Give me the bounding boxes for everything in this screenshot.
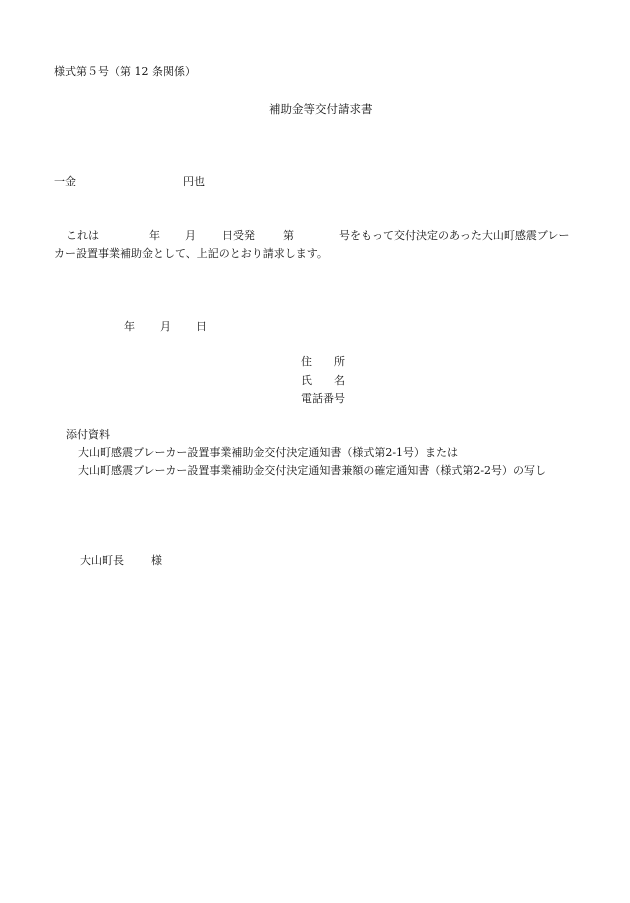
phone-label: 電話番号 xyxy=(301,392,345,405)
request-day-received: 日受発 xyxy=(222,229,255,242)
request-month: 月 xyxy=(185,229,196,242)
form-number: 様式第５号（第 12 条関係） xyxy=(54,65,196,78)
date-year: 年 xyxy=(124,320,135,333)
request-year: 年 xyxy=(149,229,160,242)
date-month: 月 xyxy=(160,320,171,333)
attachment-item: 大山町感震ブレーカー設置事業補助金交付決定通知書（様式第2-1号）または xyxy=(78,446,459,459)
amount-suffix: 円也 xyxy=(183,175,205,188)
addressee-honorific: 様 xyxy=(151,554,162,567)
request-text-start: これは xyxy=(66,229,99,242)
attachment-item: 大山町感震ブレーカー設置事業補助金交付決定通知書兼額の確定通知書（様式第2-2号）の写し xyxy=(78,464,547,477)
name-label: 氏 名 xyxy=(301,374,345,387)
request-text-line2: カー設置事業補助金として、上記のとおり請求します。 xyxy=(54,247,328,260)
request-number-prefix: 第 xyxy=(283,229,294,242)
addressee-name: 大山町長 xyxy=(80,554,124,567)
amount-label: 一金 xyxy=(54,175,76,188)
date-day: 日 xyxy=(196,320,207,333)
document-title: 補助金等交付請求書 xyxy=(269,102,373,116)
attachments-heading: 添付資料 xyxy=(66,428,110,441)
address-label: 住 所 xyxy=(301,355,345,368)
request-text-middle: 号をもって交付決定のあった大山町感震ブレー xyxy=(339,229,570,242)
